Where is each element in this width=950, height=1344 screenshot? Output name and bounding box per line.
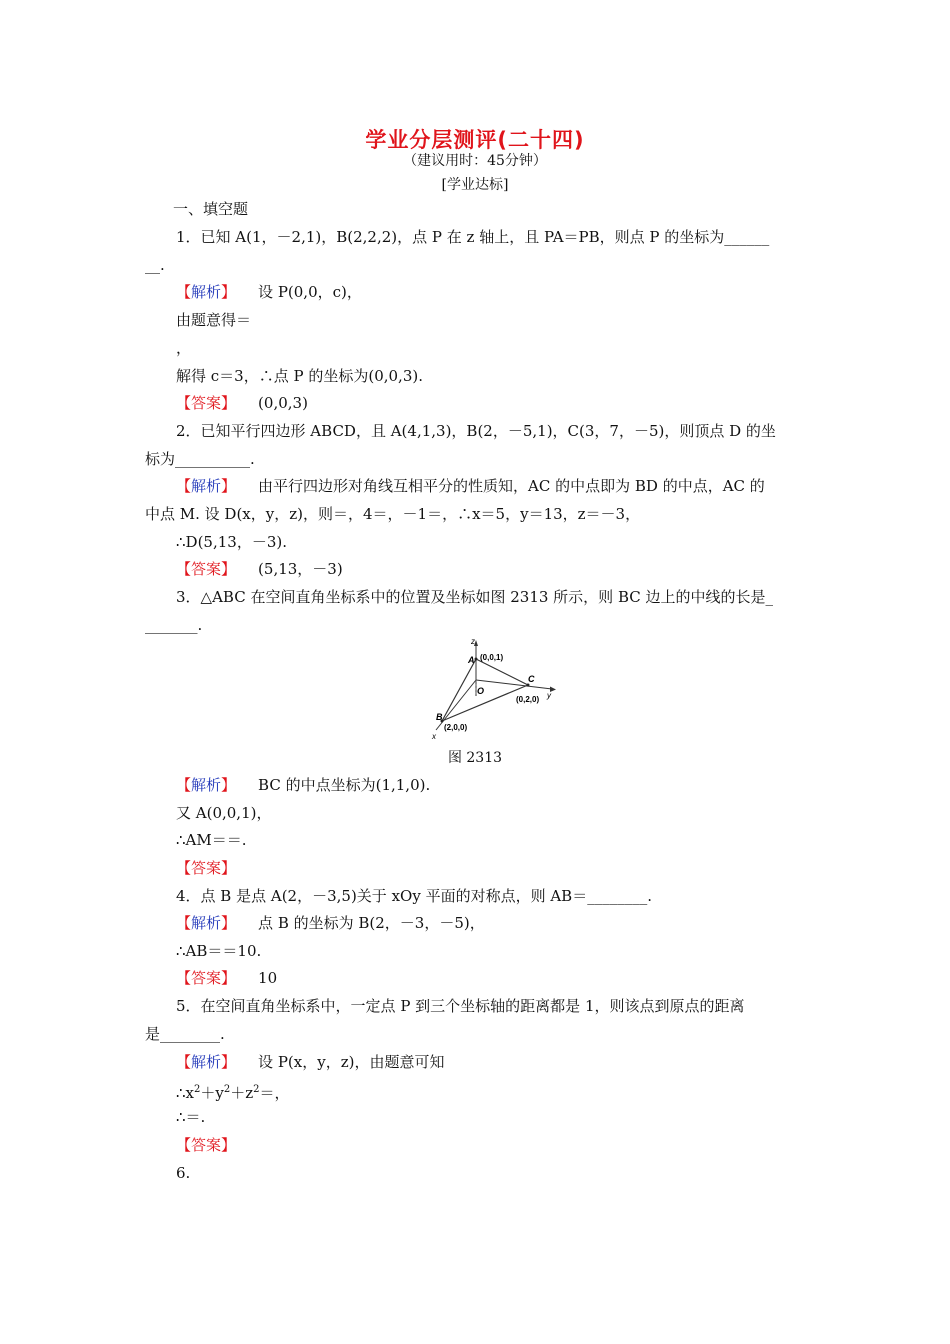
q4-stem-line1: 4．点 B 是点 A(2，－3,5)关于 xOy 平面的对称点，则 AB＝________. [176,887,652,905]
q4-answer-tag: 【答案】 [176,969,237,987]
q5-stem-line2: 是________. [145,1025,225,1043]
edge-ab [442,659,476,721]
origin-label: O [477,686,485,696]
z-axis-label: z [471,637,475,646]
q2-analysis-tag: 【解析】 [176,477,237,495]
point-a-label: A [468,655,475,665]
figure-caption: 图 2313 [447,750,503,766]
q4-answer-line: 【答案】 10 [176,969,278,987]
point-b-coordinates: (2,0,0) [444,723,468,732]
point-a [475,658,478,661]
y-axis-label: y [547,691,551,700]
q1-stem-line1: 1．已知 A(1，－2,1)，B(2,2,2)，点 P 在 z 轴上，且 PA＝PB，则点 P 的坐标为______ [176,228,770,246]
q1-solution-line4: 解得 c＝3，∴点 P 的坐标为(0,0,3). [176,367,423,385]
q1-answer-line: 【答案】 (0,0,3) [176,394,308,412]
q3-stem-line2: _______. [145,616,203,634]
q1-solution-line3: ， [176,339,192,357]
q5-stem-line1: 5．在空间直角坐标系中，一定点 P 到三个坐标轴的距离都是 1，则该点到原点的距离 [176,997,745,1015]
suggested-time: （建议用时：45分钟） [403,153,547,169]
q3-solution-line3: ∴AM＝＝. [176,831,247,849]
q5-answer-line [176,1135,236,1155]
q1-solution-line1: 【解析】 设 P(0,0，c)， [176,283,362,301]
q3-solution-line2: 又 A(0,0,1)， [176,804,272,822]
q6-number: 6. [176,1164,191,1182]
q4-analysis-tag: 【解析】 [176,914,237,932]
q2-stem-line1: 2．已知平行四边形 ABCD，且 A(4,1,3)，B(2，－5,1)，C(3，7，－5)，则顶点 D 的坐 [176,422,776,440]
q1-stem-line2: __. [145,256,165,274]
q3-answer-line [176,858,258,878]
q1-answer-tag: 【答案】 [176,394,237,412]
x-axis-label: x [432,732,436,740]
q2-stem-line2: 标为__________. [145,450,255,468]
section-label: [学业达标] [441,177,509,193]
q4-solution-line1: 【解析】 点 B 的坐标为 B(2，－3，－5)， [176,914,485,932]
section-heading: 一、填空题 [173,200,249,218]
point-a-coordinates: (0,0,1) [480,653,504,662]
q2-answer-tag: 【答案】 [176,560,237,578]
q4-solution-line2: ∴AB＝＝10. [176,942,262,960]
q3-answer-tag: 【答案】 [176,859,237,877]
coordinate-figure [420,636,580,740]
point-c-coordinates: (0,2,0) [516,695,540,704]
q2-solution-line3: ∴D(5,13，－3). [176,533,287,551]
point-b-label: B [436,712,443,722]
q2-answer-line: 【答案】 (5,13，－3) [176,560,343,578]
page-title: 学业分层测评(二十四) [365,128,585,152]
q5-solution-line2: $\therefore x^2+y^2+z^2=$， [176,1084,290,1102]
q1-analysis-tag: 【解析】 [176,283,237,301]
q5-solution-line1: 【解析】 设 P(x，y，z)，由题意可知 [176,1053,445,1071]
q5-analysis-tag: 【解析】 [176,1053,237,1071]
q2-solution-line2: 中点 M. 设 D(x，y，z)，则＝，4＝，－1＝，∴x＝5，y＝13，z＝－3， [145,505,641,523]
q2-solution-line1: 【解析】 由平行四边形对角线互相平分的性质知，AC 的中点即为 BD 的中点，AC 的 [176,477,765,495]
q1-solution-line2: 由题意得＝ [176,311,252,329]
q5-answer-tag: 【答案】 [176,1136,237,1154]
q5-solution-line3: ∴＝. [176,1108,206,1126]
q3-analysis-tag: 【解析】 [176,776,237,794]
y-axis [476,680,552,689]
q3-solution-line1: 【解析】 BC 的中点坐标为(1,1,0). [176,776,431,794]
q3-stem-line1: 3．△ABC 在空间直角坐标系中的位置及坐标如图 2313 所示，则 BC 边上的中线的长是_ [176,588,773,606]
point-c-label: C [528,674,535,684]
